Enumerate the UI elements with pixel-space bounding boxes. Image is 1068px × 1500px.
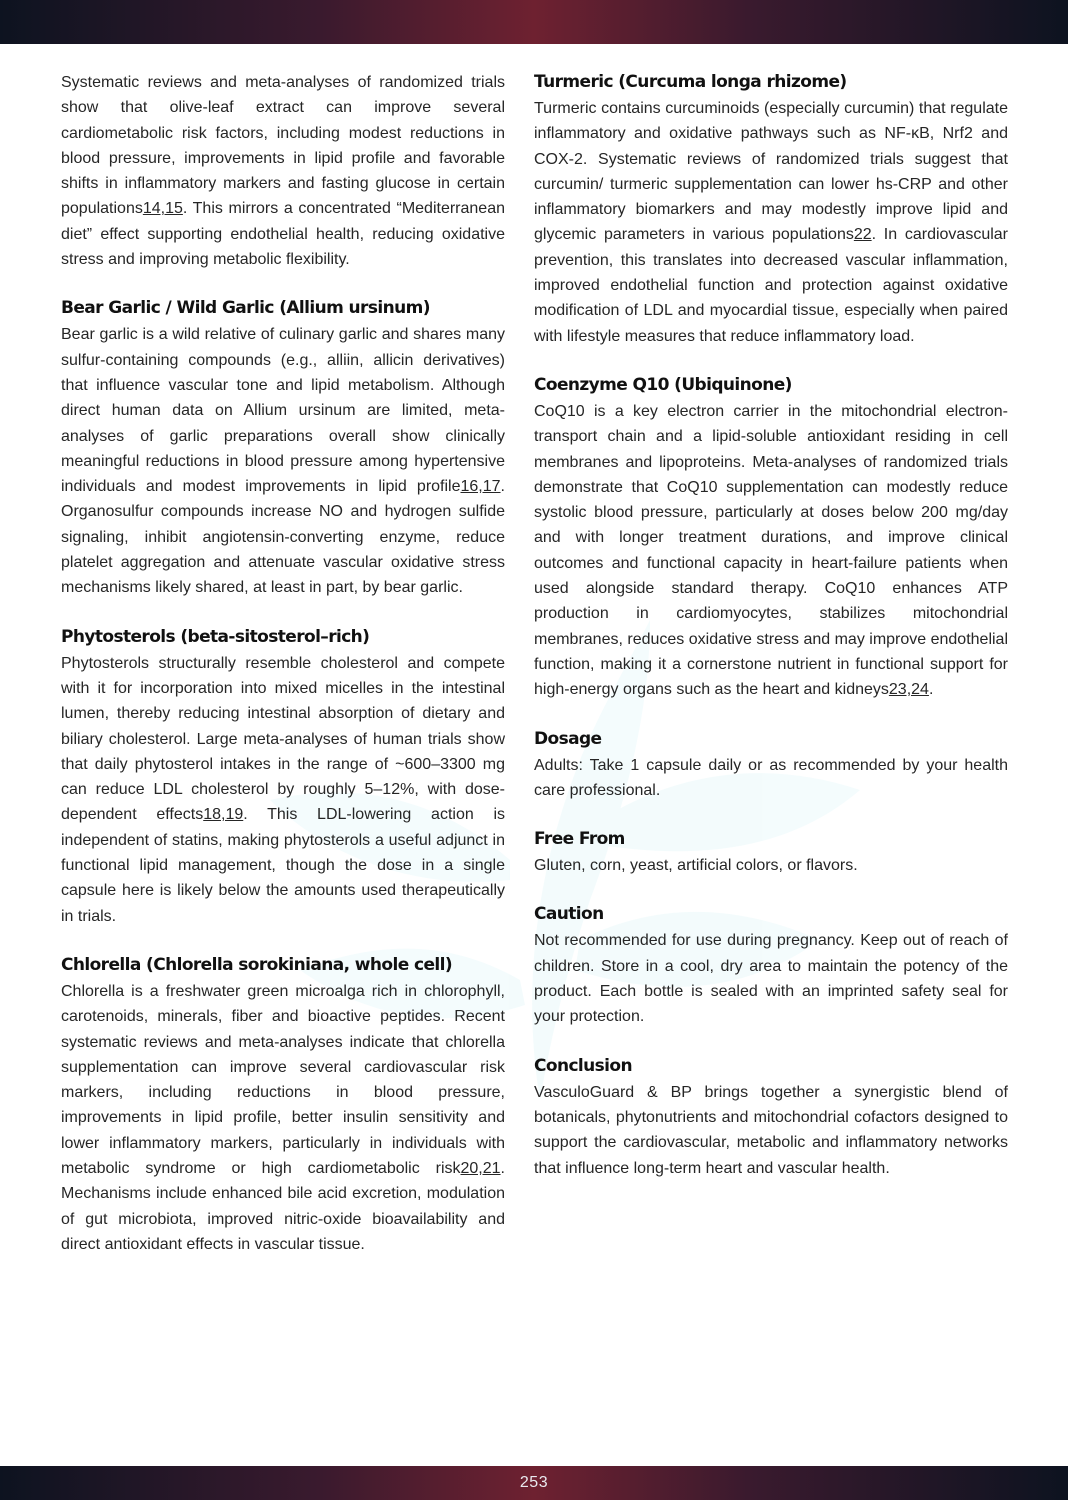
footer-bar xyxy=(0,1466,1068,1500)
phytosterols-paragraph: Phytosterols structurally resemble cholesterol and compete with it for incorporation into mixed micelles in the intestinal lumen, thereby reducing intestinal absorption of dietary and biliary cholesterol. Large meta-analyses of human trials show that daily phytosterol intakes in the range of ~600–3300 mg can reduce LDL cholesterol by roughly 5–12%, with dose-dependent effects18,19. This LDL-lowering action is independent of statins, making phytosterols a useful adjunct in functional lipid management, though the dose in a single capsule here is likely below the amounts used therapeutically in trials. xyxy=(61,654,506,925)
coq10-paragraph: CoQ10 is a key electron carrier in the mitochondrial electron-transport chain and a lipid-soluble antioxidant residing in cell membranes and lipoproteins. Meta-analyses of randomized trials demonstrate that CoQ10 supplementation can modestly reduce systolic blood pressure, particularly at doses below 200 mg/day and with longer treatment durations, and improve clinical outcomes and functional capacity in heart-failure patients when used alongside standard therapy. CoQ10 enhances ATP production in cardiomyocytes, stabilizes mitochondrial membranes, reduces oxidative stress and may improve endothelial function, making it a cornerstone nutrient in functional support for high-energy organs such as the heart and kidneys23,24. xyxy=(534,402,1009,699)
left-column xyxy=(61,70,505,1281)
dosage-text: Adults: Take 1 capsule daily or as recommended by your health care professional. xyxy=(534,756,1008,799)
turmeric-heading: Turmeric (Curcuma longa rhizome) xyxy=(534,72,847,92)
free-from-section xyxy=(534,827,1008,878)
chlorella-heading: Chlorella (Chlorella sorokiniana, whole cell) xyxy=(61,954,452,975)
page-number: 253 xyxy=(519,1474,549,1491)
free-from-text: Gluten, corn, yeast, artificial colors, or flavors. xyxy=(534,857,858,875)
phytosterols-section xyxy=(61,625,505,929)
turmeric-paragraph: Turmeric contains curcuminoids (especially curcumin) that regulate inflammatory and oxidative pathways such as NF-κB, Nrf2 and COX-2. Systematic reviews of randomized trials suggest that curcumin/ turmeric supplementation can lower hs-CRP and other inflammatory biomarkers and may modestly improve lipid and glycemic parameters in various populations22. In cardiovascular prevention, this translates into decreased vascular inflammation, improved endothelial function and protection against oxidative modification of LDL and myocardial tissue, especially when paired with lifestyle measures that reduce inflammatory load. xyxy=(534,100,1008,345)
chlorella-paragraph: Chlorella is a freshwater green microalga rich in chlorophyll, carotenoids, minerals, fiber and bioactive peptides. Recent systematic reviews and meta-analyses indicate that chlorella supplementation can improve several cardiovascular risk markers, including reductions in blood pressure, improvements in lipid profile, better insulin sensitivity and lower inflammatory markers, particularly in individuals with metabolic syndrome or high cardiometabolic risk20,21. Mechanisms include enhanced bile acid excretion, modulation of gut microbiota, improved nitric-oxide bioavailability and direct antioxidant effects in vascular tissue. xyxy=(61,982,505,1253)
intro-paragraph: Systematic reviews and meta-analyses of randomized trials show that olive-leaf extract can improve several cardiometabolic risk factors, including modest reductions in blood pressure, improvements in lipid profile and favorable shifts in inflammatory markers and fasting glucose in certain populations14,15. This mirrors a concentrated “Mediterranean diet” effect supporting endothelial health, reducing oxidative stress and improving metabolic flexibility. xyxy=(61,74,505,269)
turmeric-section xyxy=(534,70,1008,349)
intro-section xyxy=(61,70,505,272)
bear-garlic-paragraph: Bear garlic is a wild relative of culinary garlic and shares many sulfur-containing compounds (e.g., alliin, allicin derivatives) that influence vascular tone and lipid metabolism. Although direct human data on Allium ursinum are limited, meta-analyses of garlic preparations overall show clinically meaningful reductions in blood pressure among hypertensive individuals and modest improvements in lipid profile16,17. Organosulfur compounds increase NO and hydrogen sulfide signaling, inhibit angiotensin-converting enzyme, reduce platelet aggregation and attenuate vascular oxidative stress mechanisms likely shared, at least in part, by bear garlic. xyxy=(61,326,505,597)
conclusion-section xyxy=(534,1054,1008,1181)
conclusion-heading: Conclusion xyxy=(534,1055,632,1076)
conclusion-text: VasculoGuard & BP brings together a synergistic blend of botanicals, phytonutrients and mitochondrial cofactors designed to support the cardiovascular, metabolic and inflammatory networks that influence long-term heart and vascular health. xyxy=(534,1083,1008,1177)
citation-link[interactable]: 22 xyxy=(853,226,872,244)
citation-link[interactable]: 18,19 xyxy=(203,806,244,824)
citation-link[interactable]: 23,24 xyxy=(888,681,929,699)
right-column xyxy=(534,70,1008,1205)
caution-section xyxy=(534,902,1008,1029)
coq10-section xyxy=(534,373,1008,703)
caution-heading: Caution xyxy=(534,904,604,925)
citation-link[interactable]: 16,17 xyxy=(460,478,501,496)
free-from-heading: Free From xyxy=(534,829,625,850)
coq10-heading: Coenzyme Q10 (Ubiquinone) xyxy=(534,374,792,395)
phytosterols-heading: Phytosterols (beta-sitosterol–rich) xyxy=(61,626,370,647)
dosage-heading: Dosage xyxy=(534,728,602,749)
bear-garlic-section xyxy=(61,296,505,600)
citation-link[interactable]: 20,21 xyxy=(460,1159,501,1177)
dosage-section xyxy=(534,727,1008,804)
chlorella-section xyxy=(61,953,505,1257)
top-header-bar xyxy=(0,0,1068,44)
citation-link[interactable]: 14,15 xyxy=(142,200,183,218)
caution-text: Not recommended for use during pregnancy. Keep out of reach of children. Store in a cool, dry area to maintain the potency of the product. Each bottle is sealed with an imprinted safety seal for your protection. xyxy=(534,932,1008,1026)
bear-garlic-heading: Bear Garlic / Wild Garlic (Allium ursinum) xyxy=(61,298,430,319)
